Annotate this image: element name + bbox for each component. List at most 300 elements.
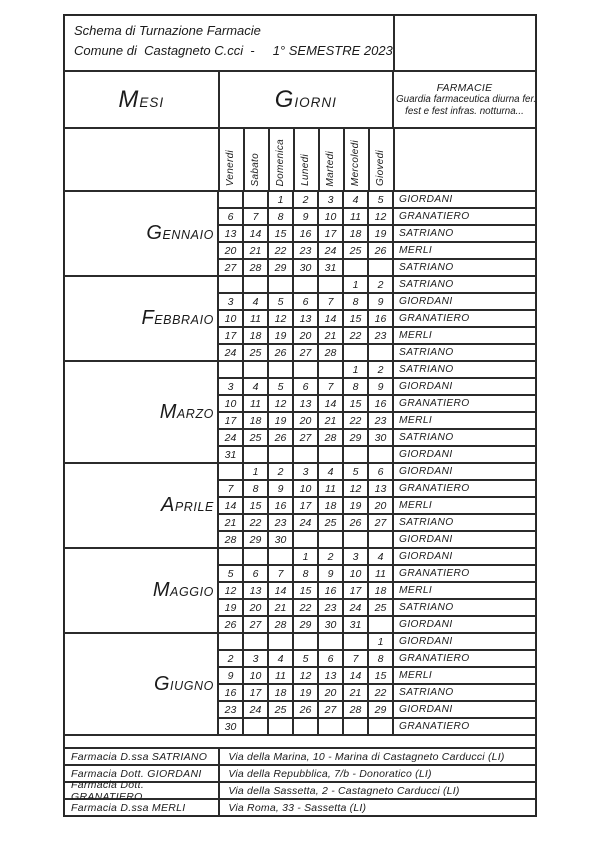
day-number-cell: 17 bbox=[218, 327, 243, 344]
day-number-cell: 16 bbox=[368, 395, 393, 412]
schedule-row bbox=[218, 412, 536, 429]
schedule-row bbox=[218, 446, 536, 463]
day-number-cell: 6 bbox=[318, 650, 343, 667]
schedule-row bbox=[218, 548, 536, 565]
day-number-cell: 15 bbox=[243, 497, 268, 514]
day-number-cell: 15 bbox=[343, 395, 368, 412]
farmacie-header-note2: fest e fest infras. notturna... bbox=[405, 105, 524, 117]
schedule-row bbox=[218, 361, 536, 378]
day-number-cell: 5 bbox=[268, 293, 293, 310]
day-number-cell: 30 bbox=[293, 259, 318, 276]
day-number-cell: 6 bbox=[293, 293, 318, 310]
footer-pharmacy-name: Farmacia D.ssa SATRIANO bbox=[64, 748, 219, 765]
pharmacy-name-cell: GIORDANI bbox=[393, 616, 536, 633]
month-section-marzo bbox=[64, 361, 536, 463]
month-label-rest: EBBRAIO bbox=[154, 313, 214, 327]
day-number-cell bbox=[318, 531, 343, 548]
day-number-cell bbox=[243, 276, 268, 293]
day-number-cell: 30 bbox=[318, 616, 343, 633]
day-number-cell: 4 bbox=[243, 378, 268, 395]
day-number-cell: 5 bbox=[368, 191, 393, 208]
weekday-cell-lunedi bbox=[294, 128, 319, 191]
day-number-cell: 28 bbox=[343, 701, 368, 718]
day-number-cell: 2 bbox=[218, 650, 243, 667]
month-grid-marzo bbox=[218, 361, 536, 463]
weekday-label: Domenica bbox=[275, 138, 287, 186]
day-number-cell bbox=[268, 633, 293, 650]
day-number-cell: 29 bbox=[293, 616, 318, 633]
pharmacy-name-cell: GIORDANI bbox=[393, 293, 536, 310]
day-number-cell: 14 bbox=[218, 497, 243, 514]
farmacie-column-header bbox=[393, 71, 536, 128]
footer-pharmacy-address: Via Roma, 33 - Sassetta (LI) bbox=[219, 799, 536, 816]
day-number-cell: 4 bbox=[318, 463, 343, 480]
day-number-cell: 6 bbox=[368, 463, 393, 480]
schedule-row bbox=[218, 684, 536, 701]
month-label-rest: IUGNO bbox=[170, 678, 214, 693]
day-number-cell: 22 bbox=[243, 514, 268, 531]
day-number-cell: 13 bbox=[243, 582, 268, 599]
day-number-cell: 19 bbox=[268, 412, 293, 429]
day-number-cell: 12 bbox=[218, 582, 243, 599]
day-number-cell bbox=[243, 446, 268, 463]
pharmacy-name-cell: GIORDANI bbox=[393, 548, 536, 565]
day-number-cell: 1 bbox=[268, 191, 293, 208]
title-row bbox=[64, 15, 536, 71]
day-number-cell: 25 bbox=[243, 344, 268, 361]
pharmacy-name-cell: GRANATIERO bbox=[393, 395, 536, 412]
day-number-cell: 18 bbox=[343, 225, 368, 242]
day-number-cell: 13 bbox=[318, 667, 343, 684]
farmacie-header-title: FARMACIE bbox=[436, 81, 493, 94]
footer-pharmacy-name: Farmacia Dott. GRANATIERO bbox=[64, 782, 219, 799]
schedule-row bbox=[218, 718, 536, 735]
day-number-cell: 22 bbox=[293, 599, 318, 616]
month-label bbox=[160, 401, 214, 424]
day-number-cell: 9 bbox=[293, 208, 318, 225]
weekday-cell-domenica bbox=[269, 128, 294, 191]
pharmacy-name-cell: SATRIANO bbox=[393, 514, 536, 531]
footer-pharmacy-name: Farmacia D.ssa MERLI bbox=[64, 799, 219, 816]
month-label-cell-aprile bbox=[64, 463, 218, 548]
day-number-cell: 10 bbox=[343, 565, 368, 582]
day-number-cell bbox=[318, 718, 343, 735]
day-number-cell: 18 bbox=[318, 497, 343, 514]
day-number-cell: 28 bbox=[318, 344, 343, 361]
day-number-cell bbox=[218, 361, 243, 378]
day-number-cell: 1 bbox=[243, 463, 268, 480]
day-number-cell: 4 bbox=[268, 650, 293, 667]
day-number-cell bbox=[343, 633, 368, 650]
giorni-column-header bbox=[219, 71, 393, 128]
day-number-cell: 10 bbox=[243, 667, 268, 684]
day-number-cell bbox=[243, 718, 268, 735]
day-number-cell: 10 bbox=[318, 208, 343, 225]
day-number-cell: 19 bbox=[343, 497, 368, 514]
day-number-cell: 16 bbox=[318, 582, 343, 599]
weekday-label: Mercoledi bbox=[350, 139, 362, 186]
footer-pharmacy-name: Farmacia Dott. GIORDANI bbox=[64, 765, 219, 782]
day-number-cell: 8 bbox=[343, 378, 368, 395]
pharmacy-name-cell: GRANATIERO bbox=[393, 208, 536, 225]
month-label bbox=[142, 307, 215, 330]
day-number-cell: 28 bbox=[243, 259, 268, 276]
day-number-cell: 19 bbox=[368, 225, 393, 242]
day-number-cell: 31 bbox=[343, 616, 368, 633]
day-number-cell: 7 bbox=[218, 480, 243, 497]
day-number-cell: 10 bbox=[293, 480, 318, 497]
day-number-cell bbox=[343, 718, 368, 735]
day-number-cell bbox=[293, 531, 318, 548]
month-label-cap: F bbox=[141, 307, 155, 329]
farmacie-header-note1: Guardia farmaceutica diurna fer. bbox=[396, 93, 537, 105]
day-number-cell: 26 bbox=[218, 616, 243, 633]
day-number-cell: 17 bbox=[318, 225, 343, 242]
month-label-cell-marzo bbox=[64, 361, 218, 463]
day-number-cell: 16 bbox=[268, 497, 293, 514]
day-number-cell: 22 bbox=[368, 684, 393, 701]
day-number-cell: 25 bbox=[343, 242, 368, 259]
day-number-cell: 8 bbox=[293, 565, 318, 582]
day-number-cell: 24 bbox=[218, 429, 243, 446]
day-number-cell: 23 bbox=[368, 412, 393, 429]
day-number-cell: 27 bbox=[218, 259, 243, 276]
month-section-giugno bbox=[64, 633, 536, 735]
day-number-cell: 29 bbox=[243, 531, 268, 548]
pharmacy-name-cell: MERLI bbox=[393, 667, 536, 684]
day-number-cell bbox=[218, 191, 243, 208]
day-number-cell: 3 bbox=[343, 548, 368, 565]
footer-pharmacy-address: Via della Sassetta, 2 - Castagneto Carducci (LI) bbox=[219, 782, 536, 799]
pharmacy-name-cell: SATRIANO bbox=[393, 259, 536, 276]
day-number-cell: 2 bbox=[368, 276, 393, 293]
month-grid-aprile bbox=[218, 463, 536, 548]
day-number-cell: 24 bbox=[318, 242, 343, 259]
day-number-cell: 26 bbox=[293, 701, 318, 718]
day-number-cell: 12 bbox=[368, 208, 393, 225]
giorni-label: GIORNI bbox=[274, 85, 337, 113]
pharmacy-name-cell: GIORDANI bbox=[393, 463, 536, 480]
weekday-label: Giovedi bbox=[375, 149, 387, 186]
weekday-headers bbox=[219, 128, 394, 191]
day-number-cell: 5 bbox=[218, 565, 243, 582]
day-number-cell: 25 bbox=[268, 701, 293, 718]
day-number-cell: 18 bbox=[243, 412, 268, 429]
day-number-cell: 20 bbox=[243, 599, 268, 616]
day-number-cell: 18 bbox=[268, 684, 293, 701]
day-number-cell: 19 bbox=[218, 599, 243, 616]
day-number-cell bbox=[268, 446, 293, 463]
day-number-cell: 24 bbox=[343, 599, 368, 616]
day-number-cell: 23 bbox=[293, 242, 318, 259]
day-number-cell: 30 bbox=[268, 531, 293, 548]
weekday-row-right-empty-cell bbox=[394, 128, 536, 191]
schedule-row bbox=[218, 582, 536, 599]
empty-header-cell bbox=[394, 15, 536, 71]
day-number-cell bbox=[218, 276, 243, 293]
day-number-cell: 7 bbox=[243, 208, 268, 225]
month-label bbox=[153, 579, 214, 602]
pharmacy-name-cell: SATRIANO bbox=[393, 429, 536, 446]
day-number-cell: 11 bbox=[343, 208, 368, 225]
day-number-cell: 3 bbox=[318, 191, 343, 208]
month-grid-maggio bbox=[218, 548, 536, 633]
weekday-label: Venerdi bbox=[225, 149, 237, 186]
day-number-cell: 5 bbox=[268, 378, 293, 395]
day-number-cell: 27 bbox=[318, 701, 343, 718]
day-number-cell: 17 bbox=[293, 497, 318, 514]
footer-row bbox=[64, 778, 536, 803]
day-number-cell: 18 bbox=[243, 327, 268, 344]
day-number-cell: 13 bbox=[368, 480, 393, 497]
day-number-cell: 11 bbox=[318, 480, 343, 497]
month-label-rest: ARZO bbox=[176, 406, 214, 421]
day-number-cell: 18 bbox=[368, 582, 393, 599]
day-number-cell: 8 bbox=[268, 208, 293, 225]
day-number-cell: 29 bbox=[368, 701, 393, 718]
day-number-cell bbox=[318, 633, 343, 650]
day-number-cell: 12 bbox=[268, 310, 293, 327]
schedule-row bbox=[218, 208, 536, 225]
day-number-cell: 29 bbox=[268, 259, 293, 276]
schedule-row bbox=[218, 395, 536, 412]
month-label-cell-maggio bbox=[64, 548, 218, 633]
day-number-cell: 24 bbox=[218, 344, 243, 361]
month-label-cell-gennaio bbox=[64, 191, 218, 276]
day-number-cell: 21 bbox=[343, 684, 368, 701]
day-number-cell: 26 bbox=[343, 514, 368, 531]
weekday-cell-venerdi bbox=[219, 128, 244, 191]
pharmacy-name-cell: GIORDANI bbox=[393, 633, 536, 650]
day-number-cell: 20 bbox=[368, 497, 393, 514]
footer-pharmacy-address: Via della Repubblica, 7/b - Donoratico (LI) bbox=[219, 765, 536, 782]
schedule-row bbox=[218, 667, 536, 684]
day-number-cell: 10 bbox=[218, 310, 243, 327]
day-number-cell: 17 bbox=[243, 684, 268, 701]
day-number-cell: 2 bbox=[268, 463, 293, 480]
day-number-cell: 30 bbox=[368, 429, 393, 446]
schedule-row bbox=[218, 259, 536, 276]
day-number-cell: 20 bbox=[293, 412, 318, 429]
day-number-cell bbox=[243, 633, 268, 650]
day-number-cell: 1 bbox=[343, 276, 368, 293]
day-number-cell: 13 bbox=[293, 310, 318, 327]
day-number-cell: 20 bbox=[218, 242, 243, 259]
day-number-cell: 2 bbox=[368, 361, 393, 378]
day-number-cell: 3 bbox=[293, 463, 318, 480]
schedule-row bbox=[218, 701, 536, 718]
footer-pharmacy-address: Via della Marina, 10 - Marina di Castagneto Carducci (LI) bbox=[219, 748, 536, 765]
day-number-cell: 27 bbox=[368, 514, 393, 531]
day-number-cell bbox=[343, 446, 368, 463]
schedule-row bbox=[218, 378, 536, 395]
month-label-cap: G bbox=[146, 222, 163, 244]
day-number-cell: 21 bbox=[268, 599, 293, 616]
day-number-cell: 3 bbox=[218, 293, 243, 310]
month-label-cap: G bbox=[153, 672, 171, 695]
day-number-cell: 1 bbox=[343, 361, 368, 378]
pharmacy-name-cell: GRANATIERO bbox=[393, 310, 536, 327]
weekday-label: Lunedi bbox=[300, 154, 312, 186]
spacer-cell bbox=[64, 735, 536, 748]
day-number-cell: 23 bbox=[318, 599, 343, 616]
schedule-row bbox=[218, 310, 536, 327]
day-number-cell: 22 bbox=[343, 327, 368, 344]
day-number-cell: 15 bbox=[293, 582, 318, 599]
day-number-cell: 14 bbox=[243, 225, 268, 242]
day-number-cell bbox=[293, 633, 318, 650]
day-number-cell: 15 bbox=[268, 225, 293, 242]
day-number-cell: 29 bbox=[343, 429, 368, 446]
day-number-cell: 13 bbox=[293, 395, 318, 412]
day-number-cell bbox=[368, 446, 393, 463]
month-label-rest: PRILE bbox=[174, 500, 214, 514]
month-sections bbox=[64, 191, 536, 735]
column-headers-row bbox=[64, 71, 536, 128]
month-label-cell-febbraio bbox=[64, 276, 218, 361]
day-number-cell bbox=[218, 633, 243, 650]
day-number-cell: 17 bbox=[218, 412, 243, 429]
schedule-row bbox=[218, 633, 536, 650]
day-number-cell bbox=[268, 361, 293, 378]
schedule-row bbox=[218, 599, 536, 616]
day-number-cell bbox=[368, 344, 393, 361]
mesi-label: MESI bbox=[118, 85, 165, 113]
day-number-cell: 20 bbox=[293, 327, 318, 344]
day-number-cell bbox=[218, 548, 243, 565]
pharmacy-name-cell: GRANATIERO bbox=[393, 718, 536, 735]
day-number-cell: 2 bbox=[293, 191, 318, 208]
day-number-cell: 11 bbox=[243, 310, 268, 327]
day-number-cell bbox=[218, 463, 243, 480]
pharmacy-name-cell: SATRIANO bbox=[393, 276, 536, 293]
day-number-cell: 11 bbox=[243, 395, 268, 412]
day-number-cell bbox=[318, 361, 343, 378]
schedule-row bbox=[218, 344, 536, 361]
weekday-header-row bbox=[64, 128, 536, 191]
day-number-cell: 8 bbox=[243, 480, 268, 497]
day-number-cell: 15 bbox=[368, 667, 393, 684]
day-number-cell: 27 bbox=[293, 344, 318, 361]
day-number-cell bbox=[318, 276, 343, 293]
day-number-cell: 7 bbox=[343, 650, 368, 667]
day-number-cell: 14 bbox=[268, 582, 293, 599]
day-number-cell: 31 bbox=[318, 259, 343, 276]
day-number-cell: 12 bbox=[293, 667, 318, 684]
month-label bbox=[154, 673, 214, 696]
day-number-cell: 9 bbox=[268, 480, 293, 497]
day-number-cell: 26 bbox=[268, 344, 293, 361]
day-number-cell bbox=[368, 616, 393, 633]
day-number-cell: 9 bbox=[368, 378, 393, 395]
pharmacy-name-cell: SATRIANO bbox=[393, 225, 536, 242]
month-section-gennaio bbox=[64, 191, 536, 276]
day-number-cell: 26 bbox=[268, 429, 293, 446]
pharmacy-name-cell: MERLI bbox=[393, 412, 536, 429]
pharmacy-name-cell: MERLI bbox=[393, 242, 536, 259]
pharmacy-rotation-schedule bbox=[63, 14, 537, 817]
day-number-cell: 31 bbox=[218, 446, 243, 463]
weekday-label: Sabato bbox=[250, 152, 262, 186]
day-number-cell: 11 bbox=[368, 565, 393, 582]
day-number-cell: 23 bbox=[218, 701, 243, 718]
month-label bbox=[161, 494, 214, 517]
day-number-cell: 28 bbox=[218, 531, 243, 548]
day-number-cell: 24 bbox=[243, 701, 268, 718]
month-label bbox=[146, 222, 214, 245]
day-number-cell: 20 bbox=[318, 684, 343, 701]
day-number-cell: 27 bbox=[243, 616, 268, 633]
day-number-cell: 13 bbox=[218, 225, 243, 242]
day-number-cell: 30 bbox=[218, 718, 243, 735]
day-number-cell bbox=[343, 344, 368, 361]
month-label-cap: A bbox=[161, 494, 175, 516]
month-grid-giugno bbox=[218, 633, 536, 735]
weekday-label: Martedi bbox=[325, 150, 337, 186]
day-number-cell: 6 bbox=[293, 378, 318, 395]
day-number-cell: 16 bbox=[293, 225, 318, 242]
document-title-line2: Comune di Castagneto C.cci - 1° SEMESTRE 2023 bbox=[74, 43, 393, 58]
pharmacy-name-cell: SATRIANO bbox=[393, 344, 536, 361]
day-number-cell: 22 bbox=[343, 412, 368, 429]
day-number-cell: 14 bbox=[318, 310, 343, 327]
mesi-column-header bbox=[64, 71, 219, 128]
day-number-cell: 22 bbox=[268, 242, 293, 259]
day-number-cell bbox=[293, 276, 318, 293]
day-number-cell: 21 bbox=[318, 327, 343, 344]
pharmacy-name-cell: GRANATIERO bbox=[393, 650, 536, 667]
day-number-cell bbox=[243, 361, 268, 378]
weekday-cell-mercoledi bbox=[344, 128, 369, 191]
schedule-row bbox=[218, 616, 536, 633]
pharmacy-addresses bbox=[64, 748, 536, 816]
day-number-cell: 6 bbox=[243, 565, 268, 582]
month-label-cap: M bbox=[159, 400, 177, 423]
day-number-cell bbox=[268, 718, 293, 735]
day-number-cell: 9 bbox=[318, 565, 343, 582]
schedule-row bbox=[218, 497, 536, 514]
schedule-row bbox=[218, 242, 536, 259]
schedule-row bbox=[218, 480, 536, 497]
day-number-cell bbox=[243, 548, 268, 565]
day-number-cell: 16 bbox=[218, 684, 243, 701]
schedule-row bbox=[218, 327, 536, 344]
day-number-cell: 1 bbox=[368, 633, 393, 650]
day-number-cell: 21 bbox=[243, 242, 268, 259]
schedule-row bbox=[218, 429, 536, 446]
day-number-cell bbox=[268, 548, 293, 565]
day-number-cell: 4 bbox=[243, 293, 268, 310]
month-section-aprile bbox=[64, 463, 536, 548]
month-section-febbraio bbox=[64, 276, 536, 361]
day-number-cell: 5 bbox=[343, 463, 368, 480]
day-number-cell: 2 bbox=[318, 548, 343, 565]
day-number-cell: 19 bbox=[268, 327, 293, 344]
day-number-cell bbox=[318, 446, 343, 463]
day-number-cell bbox=[368, 531, 393, 548]
day-number-cell bbox=[293, 718, 318, 735]
schedule-row bbox=[218, 565, 536, 582]
day-number-cell bbox=[368, 718, 393, 735]
day-number-cell: 4 bbox=[368, 548, 393, 565]
weekday-cell-martedi bbox=[319, 128, 344, 191]
pharmacy-name-cell: GIORDANI bbox=[393, 191, 536, 208]
footer-row bbox=[64, 748, 536, 765]
day-number-cell: 26 bbox=[368, 242, 393, 259]
day-number-cell: 21 bbox=[218, 514, 243, 531]
day-number-cell: 28 bbox=[268, 616, 293, 633]
day-number-cell: 7 bbox=[268, 565, 293, 582]
